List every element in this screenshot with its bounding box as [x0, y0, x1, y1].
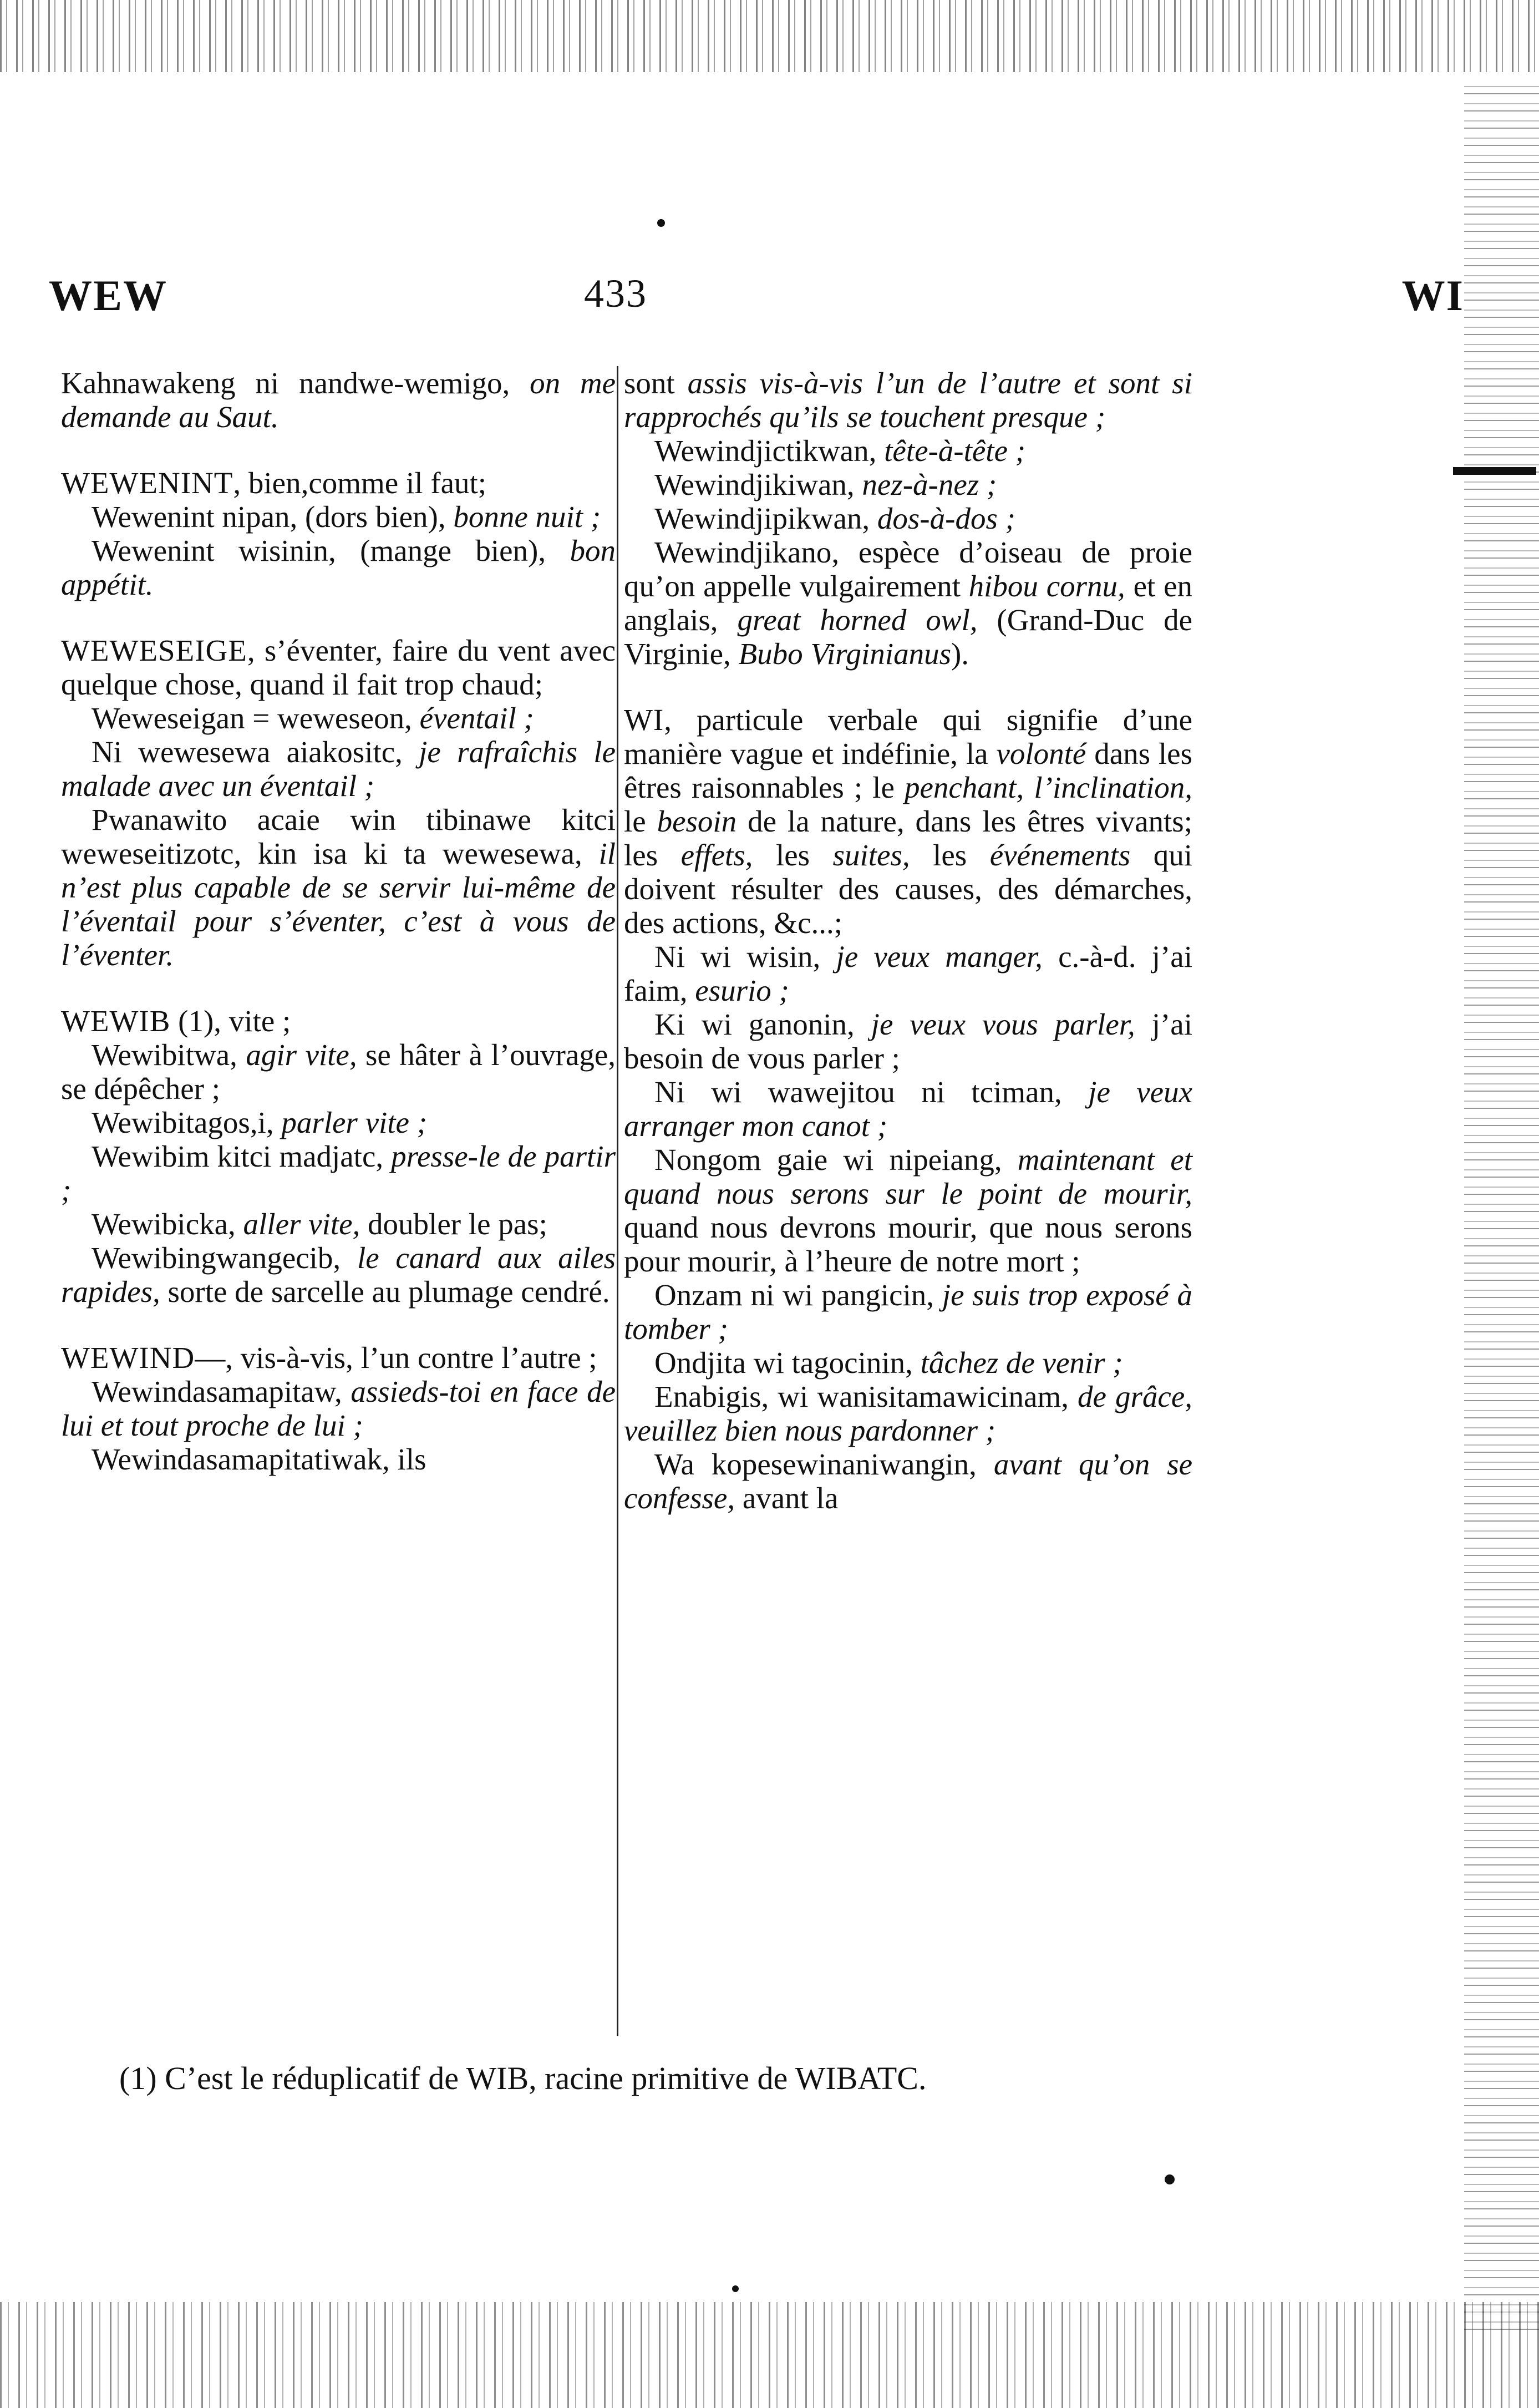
dictionary-entry	[624, 1447, 1192, 1515]
entry-text: Weweseigan = weweseon,	[92, 701, 420, 735]
entry-text: Ni wi wisin,	[654, 940, 836, 974]
translation-text: assieds-toi en face de lui et tout proche de lui ;	[61, 1375, 616, 1442]
translation-text: penchant, l’inclination,	[904, 770, 1193, 804]
entry-text: qui doivent résulter des causes, des démarches, des actions, &c...;	[624, 838, 1192, 940]
entry-text: Wewindasamapitatiwak, ils	[92, 1442, 426, 1476]
entry-text: Wewindjikiwan,	[654, 468, 862, 501]
entry-text: Wewindasamapitaw,	[92, 1375, 351, 1408]
translation-text: tâchez de venir ;	[920, 1346, 1123, 1380]
entry-text: , bien,comme il faut;	[233, 466, 487, 500]
translation-text: éventail ;	[419, 701, 534, 735]
entry-text: Wewindjictikwan,	[654, 434, 885, 468]
translation-text: événements	[989, 838, 1131, 872]
entry-text: dans les êtres raisonnables ; le	[624, 737, 1192, 804]
dictionary-entry	[61, 1375, 616, 1442]
translation-text: Bubo Virginianus	[738, 637, 951, 671]
dictionary-entry	[61, 500, 616, 534]
entry-text: le	[624, 804, 657, 838]
headword: WEWIB	[61, 1004, 171, 1038]
translation-text: parler vite ;	[281, 1106, 428, 1139]
speck	[657, 219, 665, 227]
dictionary-entry	[61, 735, 616, 803]
running-head-left: WEW	[49, 271, 168, 320]
entry-text: Wewindjikano, espèce d’oiseau de proie qu’on appelle vulgairement	[624, 535, 1192, 603]
translation-text: tête-à-tête ;	[884, 434, 1026, 468]
entry-text: Wewibingwangecib,	[92, 1241, 357, 1275]
dictionary-entry	[61, 366, 616, 434]
speck	[1165, 2174, 1175, 2184]
entry-text: Ondjita wi tagocinin,	[654, 1346, 921, 1380]
entry-text: et en anglais,	[624, 569, 1192, 637]
dictionary-entry	[61, 1106, 616, 1139]
translation-text: esurio ;	[695, 974, 789, 1007]
translation-text: on me demande au Saut.	[61, 366, 616, 434]
headword: WI	[624, 703, 664, 737]
dictionary-entry	[624, 703, 1192, 940]
entry-text: Wewibim kitci madjatc,	[92, 1139, 392, 1173]
dictionary-entry	[61, 1241, 616, 1309]
dictionary-entry	[624, 1278, 1192, 1346]
translation-text: hibou cornu,	[968, 569, 1125, 603]
entry-text: c.-à-d. j’ai faim,	[624, 940, 1193, 1007]
translation-text: maintenant et quand nous serons sur le point de mourir,	[624, 1143, 1192, 1210]
margin-tick-mark	[1453, 467, 1536, 475]
translation-text: besoin	[657, 804, 737, 838]
entry-text: les	[910, 838, 990, 872]
translation-text: dos-à-dos ;	[877, 501, 1015, 535]
scan-edge-top	[0, 0, 1539, 72]
dictionary-entry	[624, 940, 1192, 1007]
entry-text: Kahnawakeng ni nandwe-wemigo,	[61, 366, 530, 400]
headword: WEWENINT	[61, 466, 233, 500]
translation-text: agir vite,	[246, 1038, 357, 1072]
entry-text: Onzam ni wi pangicin,	[654, 1278, 942, 1312]
translation-text: effets,	[680, 838, 753, 872]
translation-text: presse-le de partir ;	[61, 1139, 616, 1207]
dictionary-entry	[624, 501, 1192, 535]
translation-text: aller vite,	[243, 1207, 360, 1241]
dictionary-entry	[624, 1346, 1192, 1380]
translation-text: je rafraîchis le malade avec un éventail ;	[61, 735, 616, 803]
scan-edge-bottom	[0, 2302, 1539, 2408]
dictionary-entry	[624, 468, 1192, 501]
entry-text: Ki wi ganonin,	[654, 1007, 871, 1041]
footnote: (1) C’est le réduplicatif de WIB, racine primitive de WIBATC.	[119, 2060, 927, 2096]
entry-text: doubler le pas;	[360, 1207, 547, 1241]
entry-text: Pwanawito acaie win tibinawe kitci weweseitizotc, kin isa ki ta wewesewa,	[61, 803, 616, 870]
headword: WEWIND	[61, 1341, 195, 1375]
translation-text: de grâce, veuillez bien nous pardonner ;	[624, 1380, 1193, 1447]
dictionary-entry	[624, 1143, 1192, 1278]
entry-text: sont	[624, 366, 688, 400]
page-number: 433	[584, 271, 647, 316]
dictionary-entry	[61, 534, 616, 601]
entry-text: Wewibitagos,i,	[92, 1106, 282, 1139]
entry-text: —, vis-à-vis, l’un contre l’autre ;	[195, 1341, 597, 1375]
entry-text: , s’éventer, faire du vent avec quelque chose, quand il fait trop chaud;	[61, 633, 616, 701]
translation-text: avant qu’on se confesse,	[624, 1447, 1193, 1515]
entry-text: Ni wi wawejitou ni tciman,	[654, 1075, 1089, 1109]
entry-text: les	[753, 838, 833, 872]
entry-text: quand nous devrons mourir, que nous serons pour mourir, à l’heure de notre mort ;	[624, 1210, 1192, 1278]
dictionary-entry	[61, 1442, 616, 1476]
dictionary-entry	[624, 1075, 1192, 1143]
entry-text: j’ai besoin de vous parler ;	[624, 1007, 1192, 1075]
dictionary-entry	[61, 466, 616, 500]
running-head-right: WI	[1401, 271, 1464, 320]
translation-text: je veux arranger mon canot ;	[624, 1075, 1192, 1143]
dictionary-entry	[624, 1007, 1192, 1075]
dictionary-entry	[624, 535, 1192, 671]
translation-text: nez-à-nez ;	[862, 468, 997, 501]
dictionary-entry	[61, 803, 616, 972]
entry-text: Wa kopesewinaniwangin,	[654, 1447, 994, 1481]
entry-text: Ni wewesewa aiakositc,	[92, 735, 419, 769]
entry-text: Nongom gaie wi nipeiang,	[654, 1143, 1018, 1177]
translation-text: assis vis-à-vis l’un de l’autre et sont si rapprochés qu’ils se touchent presque ;	[624, 366, 1192, 434]
entry-text: Wewenint wisinin, (mange bien),	[92, 534, 570, 567]
translation-text: bon appétit.	[61, 534, 616, 601]
dictionary-entry	[61, 1139, 616, 1207]
translation-text: great horned owl,	[737, 603, 978, 637]
right-column	[624, 366, 1192, 1515]
translation-text: le canard aux ailes rapides,	[61, 1241, 616, 1309]
entry-text: Wewibitwa,	[92, 1038, 246, 1072]
left-column	[61, 366, 616, 1476]
translation-text: il n’est plus capable de se servir lui-même de l’éventail pour s’éventer, c’est à vous de l’éventer.	[61, 837, 616, 972]
translation-text: suites,	[832, 838, 910, 872]
entry-text: (Grand-Duc de Virginie,	[624, 603, 1192, 671]
dictionary-entry	[624, 366, 1192, 434]
dictionary-entry	[61, 633, 616, 701]
dictionary-entry	[61, 1207, 616, 1241]
entry-text: Wewenint nipan, (dors bien),	[92, 500, 454, 534]
entry-text: sorte de sarcelle au plumage cendré.	[160, 1275, 610, 1309]
dictionary-entry	[61, 701, 616, 735]
headword: WEWESEIGE	[61, 633, 247, 667]
entry-text: (1), vite ;	[170, 1004, 291, 1038]
translation-text: je veux vous parler,	[871, 1007, 1135, 1041]
entry-text: de la nature, dans les êtres vivants; les	[624, 804, 1192, 872]
translation-text: bonne nuit ;	[453, 500, 601, 534]
dictionary-entry	[61, 1341, 616, 1375]
entry-text: ).	[951, 637, 969, 671]
entry-text: Wewibicka,	[92, 1207, 243, 1241]
column-rule	[617, 366, 618, 2036]
scan-edge-right	[1464, 83, 1539, 2330]
translation-text: volonté	[996, 737, 1086, 770]
dictionary-entry	[61, 1038, 616, 1106]
speck	[732, 2285, 739, 2292]
dictionary-entry	[624, 434, 1192, 468]
translation-text: je suis trop exposé à tomber ;	[624, 1278, 1192, 1346]
dictionary-entry	[624, 1380, 1192, 1447]
entry-text: Enabigis, wi wanisitamawicinam,	[654, 1380, 1078, 1413]
translation-text: je veux manger,	[836, 940, 1043, 974]
entry-text: se hâter à l’ouvrage, se dépêcher ;	[61, 1038, 616, 1106]
dictionary-entry	[61, 1004, 616, 1038]
entry-text: avant la	[735, 1481, 839, 1515]
entry-text: , particule verbale qui signifie d’une manière vague et indéfinie, la	[624, 703, 1192, 770]
entry-text: Wewindjipikwan,	[654, 501, 877, 535]
